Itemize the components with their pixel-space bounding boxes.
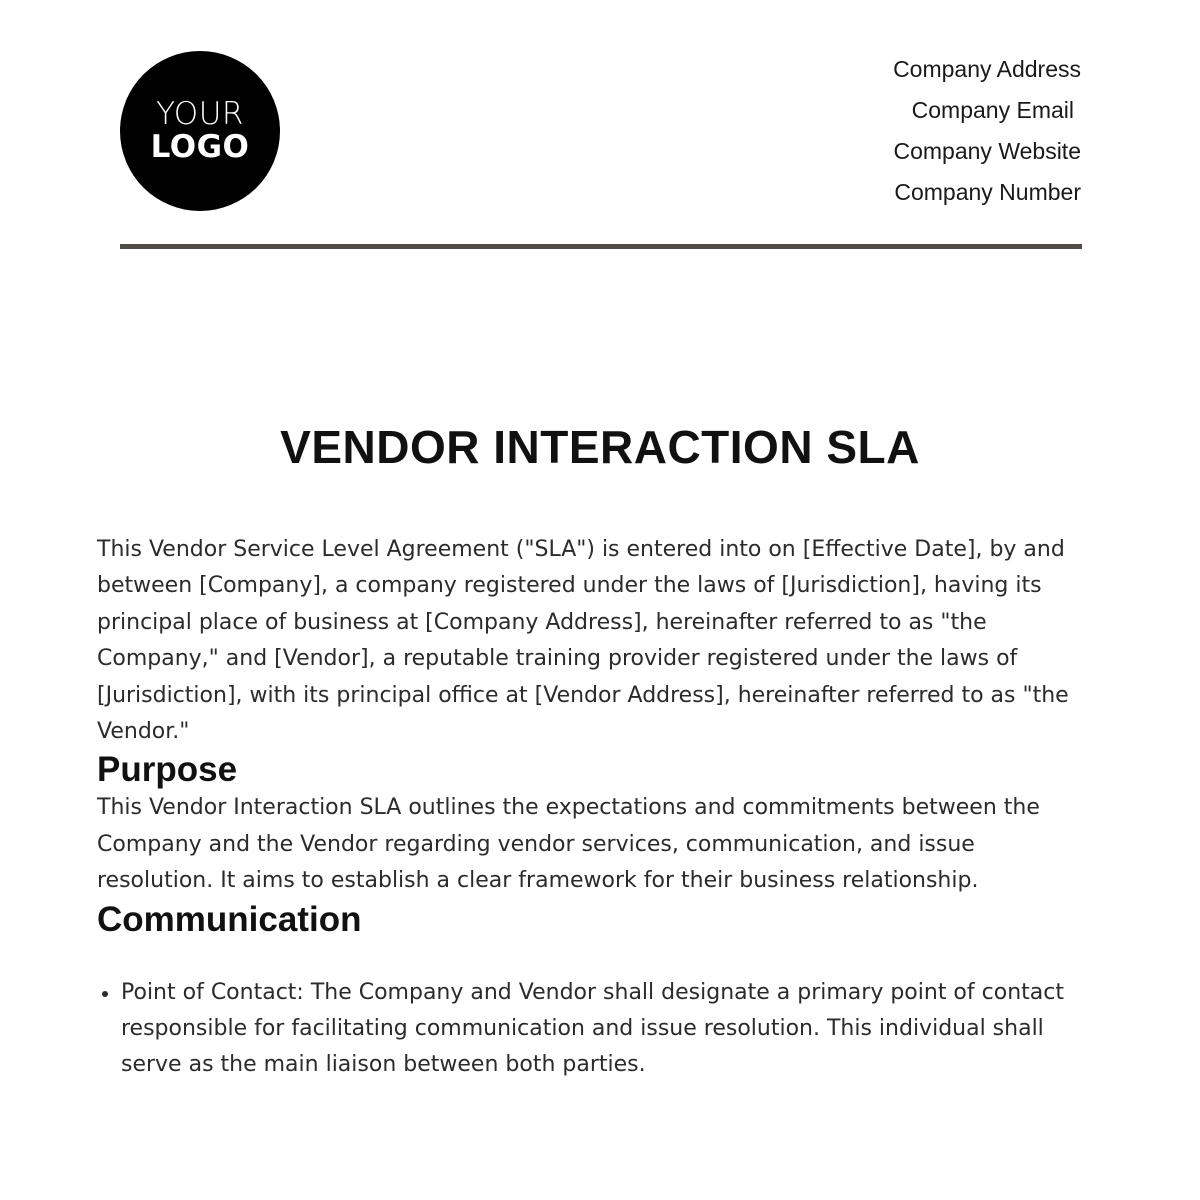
company-logo: [120, 51, 280, 211]
intro-paragraph: This Vendor Service Level Agreement ("SLA") is entered into on [Effective Date], by and between [Company], a company registered under the laws of [Jurisdiction], having its principal place of business at [Company Address], hereinafter referred to as "the Company," and [Vendor], a reputable training provider registered under the laws of [Jurisdiction], with its principal office at [Vendor Address], hereinafter referred to as "the Vendor.": [97, 537, 1069, 745]
list-item: [97, 975, 1097, 1084]
document-body: [97, 532, 1097, 1084]
company-website: Company Website: [893, 138, 1081, 164]
logo-text-your: YOUR: [156, 96, 244, 132]
company-number: Company Number: [894, 179, 1081, 205]
section-heading-purpose: Purpose: [97, 750, 238, 790]
logo-text-logo: LOGO: [150, 129, 250, 165]
company-email: Company Email: [911, 97, 1074, 123]
communication-list: [97, 975, 1097, 1084]
section-heading-communication: Communication: [97, 899, 362, 939]
purpose-paragraph: This Vendor Interaction SLA outlines the expectations and commitments between the Company and the Vendor regarding vendor services, communication, and issue resolution. It aims to establish a clear framework for their business relationship.: [97, 795, 1040, 894]
company-contact-block: [893, 54, 1081, 218]
header-divider: [120, 244, 1082, 249]
list-item-text: Point of Contact: The Company and Vendor shall designate a primary point of contact responsible for facilitating communication and issue resolution. This individual shall serve as the main liaison between both parties.: [121, 979, 1064, 1078]
document-title: VENDOR INTERACTION SLA: [280, 421, 920, 473]
bullet-icon: [102, 991, 108, 997]
company-address: Company Address: [893, 56, 1081, 82]
